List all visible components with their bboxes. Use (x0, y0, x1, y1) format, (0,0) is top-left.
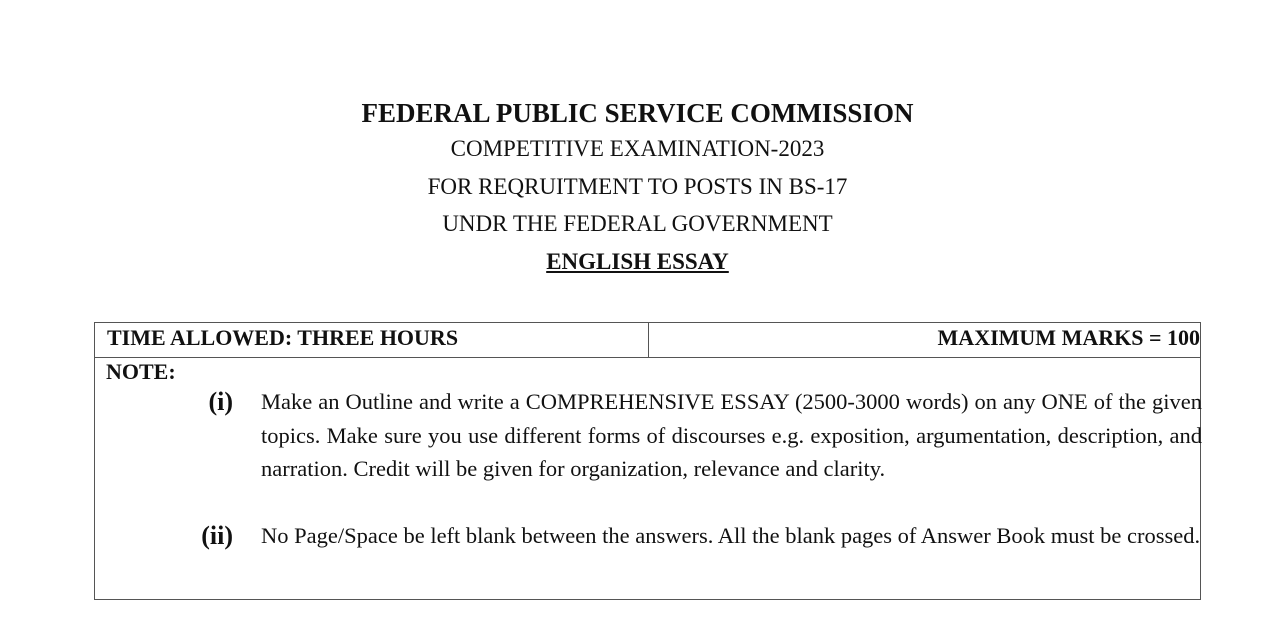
time-allowed: TIME ALLOWED: THREE HOURS (95, 323, 649, 357)
subject-title: ENGLISH ESSAY (546, 248, 729, 274)
time-marks-row (95, 323, 1200, 358)
recruitment-line: FOR REQRUITMENT TO POSTS IN BS-17 (427, 173, 848, 199)
note-text: Make an Outline and write a COMPREHENSIVE ESSAY (2500-3000 words) on any ONE of the given topics. Make sure you use different forms of discourses e.g. exposition, argumentation, description, and narration. Credit will be given for organization, relevance and clarity. (261, 389, 1202, 481)
exam-header (0, 96, 1275, 280)
note-label: NOTE: (106, 359, 176, 384)
exam-name: COMPETITIVE EXAMINATION-2023 (450, 136, 825, 161)
note-text: No Page/Space be left blank between the answers. All the blank pages of Answer Book must be crossed. (261, 523, 1201, 548)
maximum-marks: MAXIMUM MARKS = 100 (937, 325, 1200, 350)
instructions-box (94, 322, 1201, 600)
government-line: UNDR THE FEDERAL GOVERNMENT (442, 211, 833, 236)
note-number: (ii) (201, 521, 233, 550)
note-number: (i) (208, 387, 233, 416)
commission-title: FEDERAL PUBLIC SERVICE COMMISSION (361, 98, 914, 128)
